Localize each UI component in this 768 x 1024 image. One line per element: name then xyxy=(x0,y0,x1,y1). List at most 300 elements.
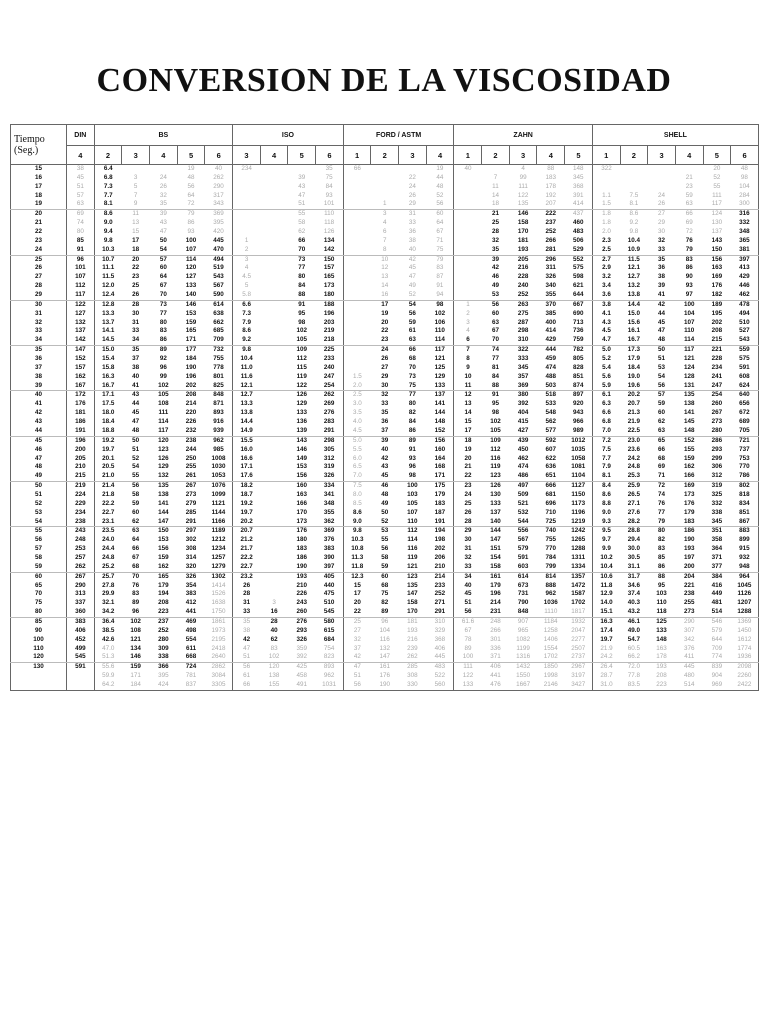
value-cell: 193 xyxy=(656,663,667,671)
value-cell xyxy=(260,336,288,345)
value-cell: 54 xyxy=(132,463,140,471)
value-cell: 205 xyxy=(517,255,529,263)
value-cell: 9.4 xyxy=(94,228,122,237)
value-cell: 506 xyxy=(565,237,593,246)
value-cell: 414 xyxy=(545,327,557,335)
value-cell: 383 xyxy=(67,617,95,626)
value-cell: 474 xyxy=(517,463,529,471)
value-cell: 173 xyxy=(288,518,316,527)
value-cell: 9 xyxy=(454,364,482,373)
value-cell: 969 xyxy=(703,681,731,690)
value-cell: 5.6 xyxy=(592,373,620,382)
value-cell xyxy=(343,291,371,300)
tiempo-cell: 16 xyxy=(11,174,67,183)
value-cell: 107 xyxy=(67,273,95,282)
value-cell: 24.2 xyxy=(627,454,640,462)
value-cell: 28 xyxy=(270,617,278,625)
value-cell xyxy=(592,183,620,192)
value-cell: 5.4 xyxy=(592,364,620,373)
value-cell: 1212 xyxy=(205,536,233,545)
value-cell: 142 xyxy=(67,336,95,345)
value-cell: 89 xyxy=(159,346,167,354)
value-cell: 22.7 xyxy=(94,509,122,518)
value-cell: 1045 xyxy=(731,582,759,591)
value-cell: 1189 xyxy=(205,527,233,536)
value-cell: 215 xyxy=(67,472,95,481)
value-cell: 3.5 xyxy=(343,409,371,418)
value-cell: 176 xyxy=(711,282,723,290)
tiempo-cell: 24 xyxy=(11,246,67,255)
value-cell: 65 xyxy=(658,436,666,444)
value-cell: 88 xyxy=(658,572,666,580)
value-cell: 724 xyxy=(185,663,197,671)
value-cell: 83 xyxy=(159,327,167,335)
value-cell: 8.8 xyxy=(592,500,620,509)
value-cell: 345 xyxy=(565,174,593,183)
value-cell xyxy=(260,300,288,309)
value-cell: 17.3 xyxy=(627,346,640,354)
value-cell: 14 xyxy=(491,191,499,199)
value-cell: 358 xyxy=(711,536,723,544)
value-cell: 7 xyxy=(383,236,387,244)
value-cell: 15.4 xyxy=(94,355,122,364)
table-row xyxy=(11,310,759,319)
value-cell: 470 xyxy=(205,246,233,255)
value-cell xyxy=(260,563,288,572)
value-cell: 133 xyxy=(490,499,501,507)
value-cell: 161 xyxy=(490,572,501,580)
table-row xyxy=(11,536,759,545)
value-cell: 17 xyxy=(454,427,482,436)
value-cell: 47 xyxy=(408,273,416,281)
value-cell: 310 xyxy=(509,336,537,345)
value-cell: 52 xyxy=(371,518,399,527)
value-cell: 364 xyxy=(711,545,723,553)
value-cell: 4 xyxy=(383,219,387,227)
value-cell: 159 xyxy=(683,454,695,462)
value-cell: 42 xyxy=(233,636,261,645)
value-cell: 51 xyxy=(233,653,261,662)
value-cell: 319 xyxy=(316,463,344,472)
value-cell: 357 xyxy=(517,372,529,380)
value-cell: 340 xyxy=(545,282,557,290)
value-cell: 121 xyxy=(426,355,454,364)
value-cell xyxy=(343,327,371,336)
value-cell: 559 xyxy=(731,346,759,355)
value-cell: 2.0 xyxy=(592,228,620,237)
value-cell xyxy=(343,183,371,192)
value-cell: 4.5 xyxy=(343,427,371,436)
value-cell: 45 xyxy=(371,472,399,481)
tiempo-cell: 34 xyxy=(11,336,67,345)
value-cell: 59 xyxy=(371,563,399,572)
value-cell: 169 xyxy=(683,482,695,490)
value-cell: 55 xyxy=(122,472,150,481)
value-cell: 125 xyxy=(656,617,667,625)
value-cell: 119 xyxy=(407,553,418,561)
value-cell: 293 xyxy=(711,445,723,453)
tiempo-cell: 41 xyxy=(11,400,67,409)
value-cell: 13.8 xyxy=(233,409,261,418)
value-cell: 36 xyxy=(658,264,666,272)
value-cell: 54.7 xyxy=(627,635,640,643)
table-row xyxy=(11,563,759,572)
value-cell: 427 xyxy=(509,427,537,436)
value-cell: 414 xyxy=(565,200,593,209)
value-cell: 46.1 xyxy=(627,617,640,625)
value-cell: 64.2 xyxy=(94,681,122,690)
value-cell: 119 xyxy=(296,372,307,380)
subheader-cell: 2 xyxy=(620,146,648,165)
value-cell: 45 xyxy=(67,174,95,183)
value-cell: 56 xyxy=(408,309,416,317)
value-cell: 4.5 xyxy=(592,327,620,336)
value-cell: 75 xyxy=(316,174,344,183)
value-cell: 226 xyxy=(296,590,307,598)
value-cell: 92 xyxy=(159,355,167,363)
value-cell: 110 xyxy=(399,518,427,527)
value-cell: 109 xyxy=(490,436,501,444)
value-cell: 11.5 xyxy=(94,273,122,282)
value-cell xyxy=(260,463,288,472)
value-cell: 279 xyxy=(185,499,197,507)
value-cell xyxy=(343,255,371,264)
value-cell: 26 xyxy=(648,200,676,209)
value-cell: 28 xyxy=(233,590,261,599)
value-cell: 26 xyxy=(122,291,150,300)
value-cell: 330 xyxy=(399,681,427,690)
tiempo-cell: 85 xyxy=(11,617,67,626)
value-cell: 58 xyxy=(132,490,140,498)
value-cell: 395 xyxy=(205,219,233,228)
value-cell: 681 xyxy=(545,490,557,498)
value-cell: 759 xyxy=(565,336,593,345)
value-cell: 30 xyxy=(132,309,140,317)
value-cell: 24 xyxy=(658,191,666,199)
tiempo-header: Tiempo (Seg.) xyxy=(11,125,67,165)
tiempo-cell: 52 xyxy=(11,500,67,509)
value-cell: 1166 xyxy=(205,518,233,527)
value-cell: 50 xyxy=(381,508,389,516)
value-cell: 188 xyxy=(316,300,344,309)
value-cell: 28 xyxy=(491,228,499,236)
value-cell: 8 xyxy=(371,246,399,255)
value-cell: 120 xyxy=(268,663,280,671)
value-cell: 33 xyxy=(408,219,416,227)
value-cell: 19 xyxy=(187,165,195,172)
value-cell: 39 xyxy=(381,436,389,444)
value-cell: 84 xyxy=(408,418,416,426)
value-cell: 150 xyxy=(703,246,731,255)
value-cell: 176 xyxy=(683,499,695,507)
value-cell: 207 xyxy=(537,200,565,209)
value-cell: 225 xyxy=(316,346,344,355)
value-cell: 111 xyxy=(712,191,722,199)
value-cell: 2418 xyxy=(205,645,233,654)
value-cell: 416 xyxy=(711,581,723,589)
value-cell: 28 xyxy=(132,300,140,308)
value-cell: 46 xyxy=(381,482,389,490)
value-cell: 38 xyxy=(408,236,416,244)
value-cell: 45 xyxy=(454,590,482,599)
value-cell: 147 xyxy=(371,653,399,662)
table-row xyxy=(11,672,759,681)
value-cell: 18.0 xyxy=(94,409,122,418)
value-cell: 179 xyxy=(426,491,454,500)
table-row xyxy=(11,427,759,436)
value-cell: 355 xyxy=(537,291,565,300)
value-cell: 943 xyxy=(565,409,593,418)
value-cell: 1082 xyxy=(516,635,531,643)
value-cell: 39 xyxy=(298,173,306,181)
value-cell: 143 xyxy=(296,436,307,444)
value-cell: 839 xyxy=(711,663,723,671)
value-cell: 66 xyxy=(132,545,140,553)
value-cell: 158 xyxy=(407,599,418,607)
value-cell: 644 xyxy=(711,635,723,643)
value-cell: 88 xyxy=(547,165,555,172)
value-cell xyxy=(592,174,620,183)
value-cell: 11.0 xyxy=(233,364,261,373)
value-cell: 368 xyxy=(426,636,454,645)
value-cell: 326 xyxy=(316,472,344,481)
tiempo-cell: 40 xyxy=(11,391,67,400)
value-cell: 281 xyxy=(537,246,565,255)
value-cell: 6.3 xyxy=(592,400,620,409)
value-cell: 89 xyxy=(371,608,399,617)
value-cell: 42 xyxy=(408,255,416,263)
value-cell: 962 xyxy=(316,672,344,681)
value-cell: 310 xyxy=(426,617,454,626)
value-cell: 1184 xyxy=(544,617,558,625)
value-cell: 1196 xyxy=(565,509,593,518)
value-cell: 312 xyxy=(703,472,731,481)
value-cell: 11.8 xyxy=(343,563,371,572)
value-cell: 462 xyxy=(517,454,529,462)
value-cell: 291 xyxy=(316,427,344,436)
value-cell: 47 xyxy=(159,228,167,236)
tiempo-cell: 48 xyxy=(11,463,67,472)
value-cell: 17.1 xyxy=(94,391,122,400)
value-cell: 196 xyxy=(316,310,344,319)
value-cell: 180 xyxy=(296,536,307,544)
value-cell: 43 xyxy=(132,391,140,399)
value-cell: 774 xyxy=(703,653,731,662)
value-cell xyxy=(260,210,288,219)
value-cell: 651 xyxy=(537,472,565,481)
value-cell: 31.1 xyxy=(620,563,648,572)
value-cell: 298 xyxy=(316,436,344,445)
value-cell: 51 xyxy=(343,672,371,681)
tiempo-cell: 130 xyxy=(11,663,67,672)
value-cell: 143 xyxy=(711,236,723,244)
value-cell: 206 xyxy=(426,554,454,563)
table-row xyxy=(11,681,759,690)
value-cell: 91 xyxy=(67,246,95,255)
value-cell: 87 xyxy=(426,273,454,282)
value-cell xyxy=(260,174,288,183)
value-cell: 7.3 xyxy=(94,183,122,192)
value-cell: 290 xyxy=(683,617,695,625)
tiempo-cell: 23 xyxy=(11,237,67,246)
value-cell: 603 xyxy=(509,563,537,572)
value-cell: 38 xyxy=(67,165,95,174)
value-cell: 377 xyxy=(703,563,731,572)
value-cell: 2047 xyxy=(565,627,593,636)
value-cell: 176 xyxy=(296,527,307,535)
value-cell: 614 xyxy=(517,572,529,580)
value-cell xyxy=(343,336,371,345)
value-cell: 494 xyxy=(205,255,233,264)
value-cell: 34.6 xyxy=(627,581,640,589)
value-cell: 948 xyxy=(731,563,759,572)
value-cell: 10 xyxy=(381,255,389,263)
value-cell: 186 xyxy=(296,553,307,561)
value-cell: 81 xyxy=(491,363,499,371)
value-cell: 25.2 xyxy=(94,563,122,572)
value-cell: 37 xyxy=(371,427,399,436)
value-cell xyxy=(343,273,371,282)
value-cell: 1936 xyxy=(731,653,759,662)
value-cell: 71 xyxy=(648,472,676,481)
value-cell: 380 xyxy=(517,391,529,399)
value-cell: 62 xyxy=(298,228,306,236)
value-cell: 611 xyxy=(185,644,197,652)
value-cell: 14 xyxy=(381,282,389,290)
value-cell: 11 xyxy=(454,382,482,391)
value-cell: 70 xyxy=(482,336,510,345)
value-cell: 208 xyxy=(656,672,667,680)
value-cell: 103 xyxy=(656,590,667,598)
value-cell: 192 xyxy=(545,191,557,199)
value-cell: 8.0 xyxy=(343,491,371,500)
value-cell: 40 xyxy=(381,445,389,453)
value-cell: 14.0 xyxy=(592,599,620,608)
value-cell: 445 xyxy=(683,663,695,671)
value-cell: 9 xyxy=(122,200,150,209)
value-cell: 123 xyxy=(407,572,418,580)
value-cell: 21 xyxy=(491,210,499,218)
value-cell xyxy=(371,192,399,201)
value-cell: 22 xyxy=(381,327,389,335)
value-cell: 966 xyxy=(565,418,593,427)
value-cell xyxy=(260,391,288,400)
value-cell: 753 xyxy=(731,455,759,464)
value-cell xyxy=(343,210,371,219)
value-cell: 904 xyxy=(711,672,723,680)
value-cell: 376 xyxy=(683,644,695,652)
value-cell: 102 xyxy=(130,617,141,625)
value-cell: 406 xyxy=(67,627,95,636)
value-cell: 130 xyxy=(490,490,501,498)
value-cell: 24 xyxy=(381,346,389,354)
value-cell: 49 xyxy=(408,282,416,290)
value-cell: 1750 xyxy=(205,608,233,617)
value-cell: 5 xyxy=(233,282,261,291)
table-row xyxy=(11,200,759,209)
value-cell: 158 xyxy=(482,563,510,572)
value-cell xyxy=(67,681,95,690)
value-cell: 666 xyxy=(545,482,557,490)
value-cell: 499 xyxy=(67,645,95,654)
value-cell: 40.3 xyxy=(627,599,640,607)
value-cell: 21.4 xyxy=(94,482,122,491)
value-cell: 4 xyxy=(454,327,482,336)
value-cell: 56 xyxy=(343,681,371,690)
value-cell: 57 xyxy=(67,192,95,201)
value-cell: 107 xyxy=(683,318,695,326)
value-cell: 132 xyxy=(67,319,95,328)
value-cell xyxy=(454,210,482,219)
value-cell: 640 xyxy=(731,391,759,400)
value-cell: 7.9 xyxy=(592,463,620,472)
value-cell: 98 xyxy=(491,409,499,417)
value-cell: 151 xyxy=(490,545,501,553)
value-cell: 32 xyxy=(381,391,389,399)
value-cell: 656 xyxy=(731,400,759,409)
value-cell: 291 xyxy=(426,608,454,617)
value-cell: 5.9 xyxy=(592,382,620,391)
value-cell xyxy=(260,491,288,500)
table-row xyxy=(11,174,759,183)
value-cell: 83 xyxy=(426,264,454,273)
value-cell: 19.2 xyxy=(94,436,122,445)
value-cell: 8.1 xyxy=(592,472,620,481)
value-cell: 754 xyxy=(316,645,344,654)
value-cell: 476 xyxy=(482,681,510,690)
tiempo-cell: 59 xyxy=(11,563,67,572)
value-cell: 1076 xyxy=(205,482,233,491)
value-cell: 939 xyxy=(205,427,233,436)
value-cell: 96 xyxy=(408,463,416,471)
value-cell: 139 xyxy=(288,427,316,436)
value-cell: 55 xyxy=(381,536,389,544)
value-cell: 252 xyxy=(158,626,169,634)
value-cell xyxy=(288,165,316,174)
value-cell: 176 xyxy=(379,672,391,680)
value-cell: 54 xyxy=(150,246,178,255)
value-cell: 16 xyxy=(260,608,288,617)
value-cell: 15.5 xyxy=(233,436,261,445)
value-cell: 685 xyxy=(205,327,233,336)
value-cell xyxy=(343,237,371,246)
value-cell: 183 xyxy=(675,518,703,527)
value-cell: 181 xyxy=(407,617,418,625)
value-cell: 122 xyxy=(67,300,95,309)
value-cell: 4.0 xyxy=(343,418,371,427)
value-cell: 10.3 xyxy=(94,246,122,255)
value-cell: 238 xyxy=(67,518,95,527)
value-cell xyxy=(648,165,676,174)
value-cell: 316 xyxy=(731,210,759,219)
value-cell: 825 xyxy=(205,382,233,391)
value-cell: 13.3 xyxy=(94,310,122,319)
value-cell: 60 xyxy=(159,264,167,272)
value-cell: 342 xyxy=(683,635,695,643)
value-cell: 23 xyxy=(132,273,140,281)
value-cell: 359 xyxy=(296,644,307,652)
value-cell: 21.7 xyxy=(233,545,261,554)
value-cell: 96 xyxy=(381,617,389,625)
value-cell: 33 xyxy=(132,327,140,335)
value-cell: 462 xyxy=(731,291,759,300)
value-cell: 102 xyxy=(490,418,501,426)
tiempo-cell: 33 xyxy=(11,327,67,336)
value-cell: 837 xyxy=(177,681,205,690)
value-cell: 828 xyxy=(565,364,593,373)
value-cell: 130 xyxy=(711,219,723,227)
value-cell: 345 xyxy=(517,363,529,371)
